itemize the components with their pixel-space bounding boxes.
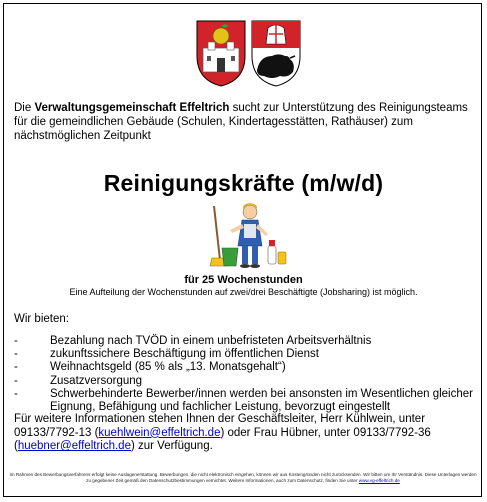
footer-text: Im Rahmen des Bewerbungsverfahrens erfolgt keine Auslagenerstattung. Bewerbungen, die nicht elektronisch eingehen, können wir aus Kostengründen nicht zurücksenden. Wir bitten um Ihr Verständnis. Diese Unterlagen werden zu gegebener Zeit gemäß den Datenschutzbestimmungen vernichtet. Weitere Informationen, auch zum Datenschutz, finden Sie unter [9, 472, 477, 483]
jobsharing-note: Eine Aufteilung der Wochenstunden auf zwei/drei Beschäftigte (Jobsharing) ist möglich. [69, 287, 418, 297]
benefits-list [14, 335, 478, 414]
effeltrich-coat-of-arms-icon [197, 21, 245, 86]
contact-text-3: ) zur Verfügung. [130, 440, 213, 453]
second-coat-of-arms-icon [252, 21, 300, 86]
list-item [14, 335, 478, 348]
privacy-footer [8, 472, 478, 484]
bullet: - [14, 387, 18, 400]
list-item [14, 348, 478, 361]
list-item [14, 375, 478, 388]
benefit-text: Bezahlung nach TVÖD in einem unbefristeten Arbeitsverhältnis [50, 335, 372, 347]
bullet: - [14, 374, 18, 387]
list-item [14, 388, 478, 414]
contact-paragraph [14, 413, 478, 454]
email-link-huebner[interactable]: huebner@effeltrich.de [17, 440, 131, 453]
benefit-text: Schwerbehinderte Bewerber/innen werden bei ansonsten im Wesentlichen gleicher Eignung, Befähigung und fachlicher Leistung, bevorzugt eingestellt [50, 387, 473, 414]
cleaning-lady-illustration-icon [200, 200, 290, 272]
benefit-text: Zusatzversorgung [50, 374, 143, 387]
bullet: - [14, 335, 18, 347]
benefit-text: Weihnachtsgeld (85 % als „13. Monatsgehalt“) [50, 361, 286, 374]
contact-text-1: Für weitere Informationen stehen Ihnen der Geschäftsleiter, Herr Kühlwein, unter 09133/7792-13 ( [14, 413, 426, 439]
bullet: - [14, 348, 18, 361]
bullet: - [14, 361, 18, 374]
offer-heading: Wir bieten: [14, 313, 69, 325]
contact-text-2: ) oder Frau Hübner, unter 09133/7792-36 ( [14, 426, 431, 453]
website-link[interactable]: www.vg-effeltrich.de [358, 478, 400, 483]
coats-of-arms [194, 18, 304, 88]
intro-text-end: sucht zur Unterstützung des Reinigungsteams für die gemeindlichen Gebäude (Schulen, Kindertagesstätten, Rathäuser) zum nächstmöglichen Zeitpunkt [14, 102, 468, 142]
job-advertisement [3, 3, 482, 497]
benefit-text: zukunftssichere Beschäftigung im öffentlichen Dienst [50, 348, 319, 361]
intro-text-start: Die [14, 102, 35, 114]
intro-paragraph [14, 101, 478, 143]
list-item [14, 361, 478, 374]
organization-name: Verwaltungsgemeinschaft Effeltrich [34, 102, 230, 114]
email-link-kuehlwein[interactable]: kuehlwein@effeltrich.de [98, 426, 221, 439]
job-title: Reinigungskräfte (m/w/d) [103, 170, 384, 196]
weekly-hours: für 25 Wochenstunden [184, 274, 303, 286]
